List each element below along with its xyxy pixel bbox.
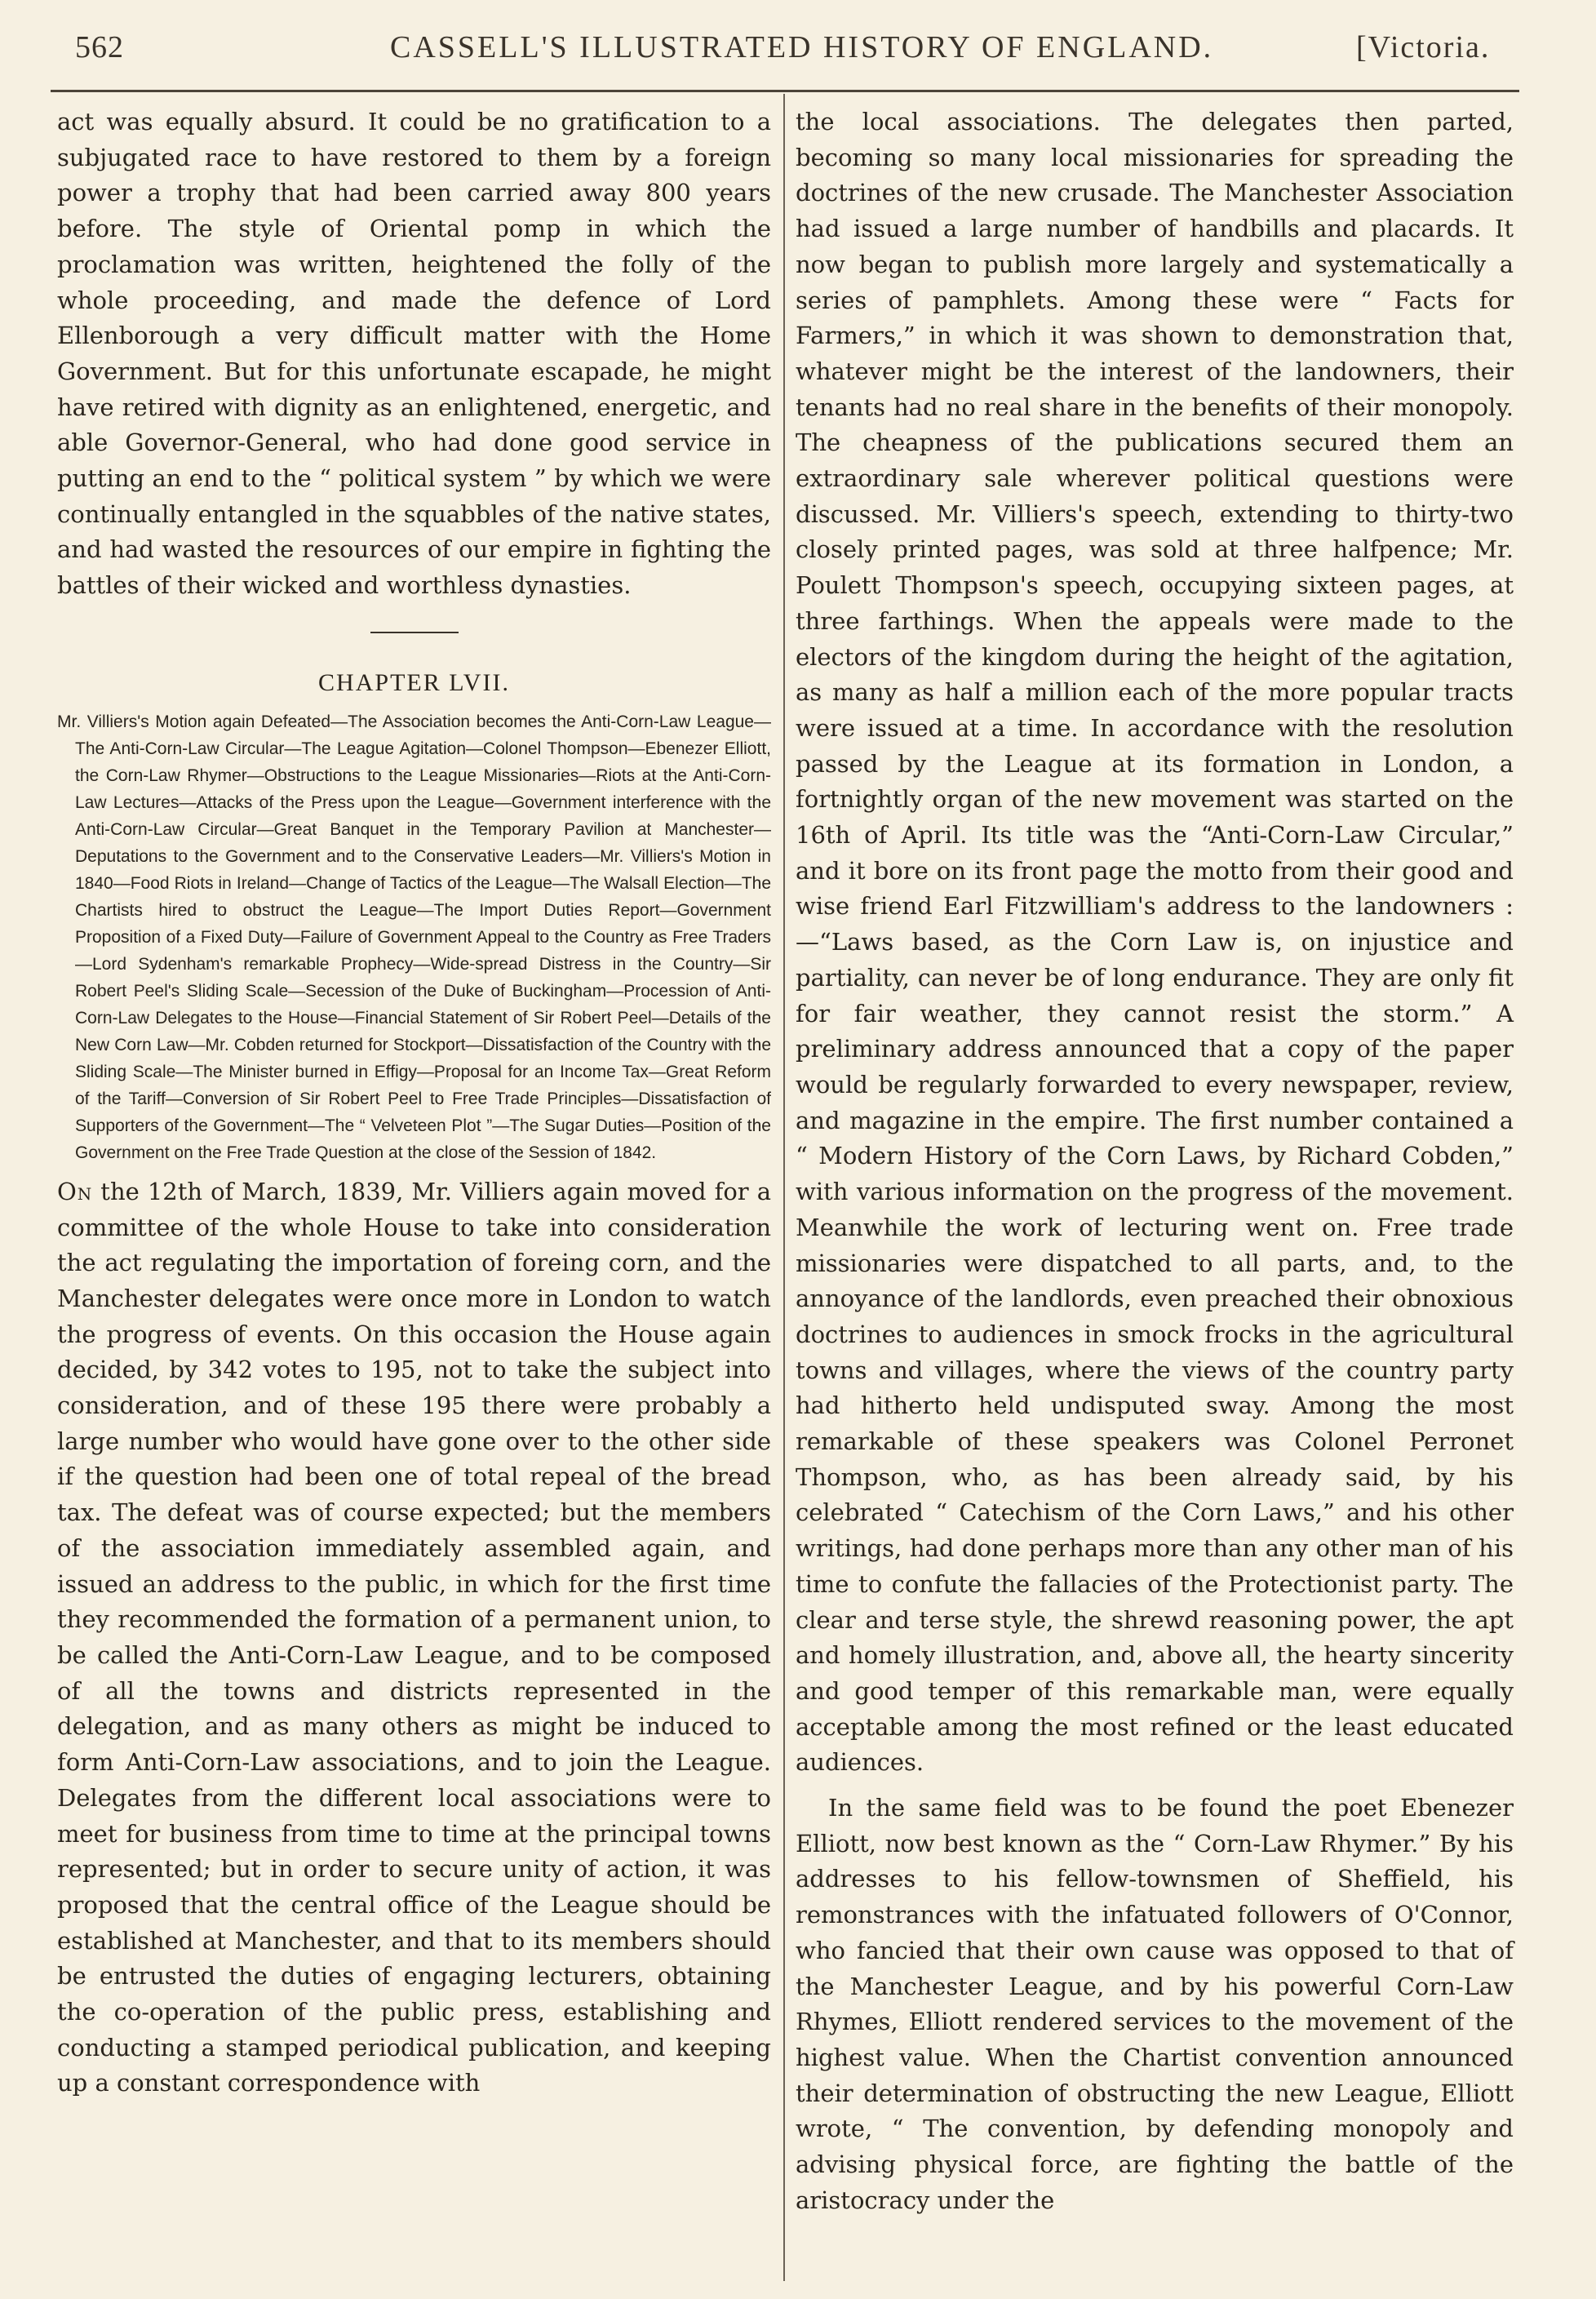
running-header [0, 0, 1596, 82]
paragraph: the local associations. The delegates then parted, becoming so many local missionaries for spreading the doctrines of the new crusade. The Manchester Association had issued a large number of handbills and placards. It now began to publish more largely and systematically a series of pamphlets. Among these were “ Facts for Farmers,” in which it was shown to demonstration that, whatever might be the interest of the landowners, their tenants had no real share in the benefits of their monopoly. The cheapness of the publications secured them an extraordinary sale wherever political questions were discussed. Mr. Villiers's speech, extending to thirty-two closely printed pages, was sold at three halfpence; Mr. Poulett Thompson's speech, occupying sixteen pages, at three farthings. When the appeals were made to the electors of the kingdom during the height of the agitation, as many as half a million each of the more popular tracts were issued at a time. In accordance with the resolution passed by the League at its formation in London, a fortnightly organ of the new movement was started on the 16th of April. Its title was the “Anti-Corn-Law Circular,” and it bore on its front page the motto from their good and wise friend Earl Fitzwilliam's address to the landowners :—“Laws based, as the Corn Law is, on injustice and partiality, can never be of long endurance. They are only fit for fair weather, they cannot resist the storm.” A preliminary address announced that a copy of the paper would be regularly forwarded to every newspaper, review, and magazine in the empire. The first number contained a “ Modern History of the Corn Laws, by Richard Cobden,” with various information on the progress of the movement. Meanwhile the work of lecturing went on. Free trade missionaries were dispatched to all parts, and, to the annoyance of the landlords, even preached their obnoxious doctrines to audiences in smock frocks in the agricultural towns and villages, where the views of the country party had hitherto held undisputed sway. Among the most remarkable of these speakers was Colonel Perronet Thompson, who, as has been already said, by his celebrated “ Catechism of the Corn Laws,” and his other writings, had done perhaps more than any other man of his time to confute the fallacies of the Protectionist party. The clear and terse style, the shrewd reasoning power, the apt and homely illustration, and, above all, the hearty sincerity and good temper of this remarkable man, were equally acceptable among the most refined or the least educated audiences. [796, 108, 1514, 1777]
right-column [796, 104, 1514, 2228]
chapter-opening-paragraph [57, 1174, 771, 2101]
page-number: 562 [75, 30, 124, 64]
chapter-title: CHAPTER LVII. [318, 668, 510, 696]
column-divider [783, 94, 785, 2281]
running-title: CASSELL'S ILLUSTRATED HISTORY OF ENGLAND. [390, 30, 1214, 64]
left-column [57, 104, 771, 2111]
chapter-summary: Mr. Villiers's Motion again Defeated—The Association becomes the Anti-Corn-Law League—The Anti-Corn-Law Circular—The League Agitation—Colonel Thompson—Ebenezer Elliott, the Corn-Law Rhymer—Obstructions to the League Missionaries—Riots at the Anti-Corn-Law Lectures—Attacks of the Press upon the League—Government interference with the Anti-Corn-Law Circular—Great Banquet in the Temporary Pavilion at Manchester—Deputations to the Government and to the Conservative Leaders—Mr. Villiers's Motion in 1840—Food Riots in Ireland—Change of Tactics of the League—The Walsall Election—The Chartists hired to obstruct the League—The Import Duties Report—Government Proposition of a Fixed Duty—Failure of Government Appeal to the Country as Free Traders—Lord Sydenham's remarkable Prophecy—Wide-spread Distress in the Country—Sir Robert Peel's Sliding Scale—Secession of the Duke of Buckingham—Procession of Anti-Corn-Law Delegates to the House—Financial Statement of Sir Robert Peel—Details of the New Corn Law—Mr. Cobden returned for Stockport—Dissatisfaction of the Country with the Sliding Scale—The Minister burned in Effigy—Proposal for an Income Tax—Great Reform of the Tariff—Conversion of Sir Robert Peel to Free Trade Principles—Dissatisfaction of Supporters of the Government—The “ Velveteen Plot ”—The Sugar Duties—Position of the Government on the Free Trade Question at the close of the Session of 1842. [57, 712, 771, 1162]
header-rule [51, 90, 1519, 92]
paragraph: act was equally absurd. It could be no gratification to a subjugated race to have restored to them by a foreign power a trophy that had been carried away 800 years before. The style of Oriental pomp in which the proclamation was written, heightened the folly of the whole proceeding, and made the defence of Lord Ellenborough a very difficult matter with the Home Government. But for this unfortunate escapade, he might have retired with dignity as an enlightened, energetic, and able Governor-General, who had done good service in putting an end to the “ political system ” by which we were continually entangled in the squabbles of the native states, and had wasted the resources of our empire in fighting the battles of their wicked and worthless dynasties. [57, 108, 771, 600]
paragraph-text: the 12th of March, 1839, Mr. Villiers again moved for a committee of the whole House to take into consideration the act regulating the importation of foreing corn, and the Manchester delegates were once more in London to watch the progress of events. On this occasion the House again decided, by 342 votes to 195, not to take the subject into consideration, and of these 195 there were probably a large number who would have gone over to the other side if the question had been one of total repeal of the bread tax. The defeat was of course expected; but the members of the association immediately assembled again, and issued an address to the public, in which for the first time they recommended the formation of a permanent union, to be called the Anti-Corn-Law League, and to be composed of all the towns and districts represented in the delegation, and as many others as might be induced to form Anti-Corn-Law associations, and to join the League. Delegates from the different local associations were to meet for business from time to time at the principal towns represented; but in order to secure unity of action, it was proposed that the central office of the League should be established at Manchester, and that to its members should be entrusted the duties of engaging lecturers, obtaining the co-operation of the public press, establishing and conducting a stamped periodical publication, and keeping up a constant correspondence with [57, 1177, 771, 2097]
section-break-rule [370, 632, 459, 633]
section-label: [Victoria. [1356, 30, 1491, 64]
paragraph: In the same field was to be found the poet Ebenezer Elliott, now best known as the “ Corn-Law Rhymer.” By his addresses to his fellow-townsmen of Sheffield, his remonstrances with the infatuated followers of O'Connor, who fancied that their own cause was opposed to that of the Manchester League, and by his powerful Corn-Law Rhymes, Elliott rendered services to the movement of the highest value. When the Chartist convention announced their determination of obstructing the new League, Elliott wrote, “ The convention, by defending monopoly and advising physical force, are fighting the battle of the aristocracy under the [796, 1794, 1514, 2214]
opening-word: On [57, 1177, 93, 1205]
